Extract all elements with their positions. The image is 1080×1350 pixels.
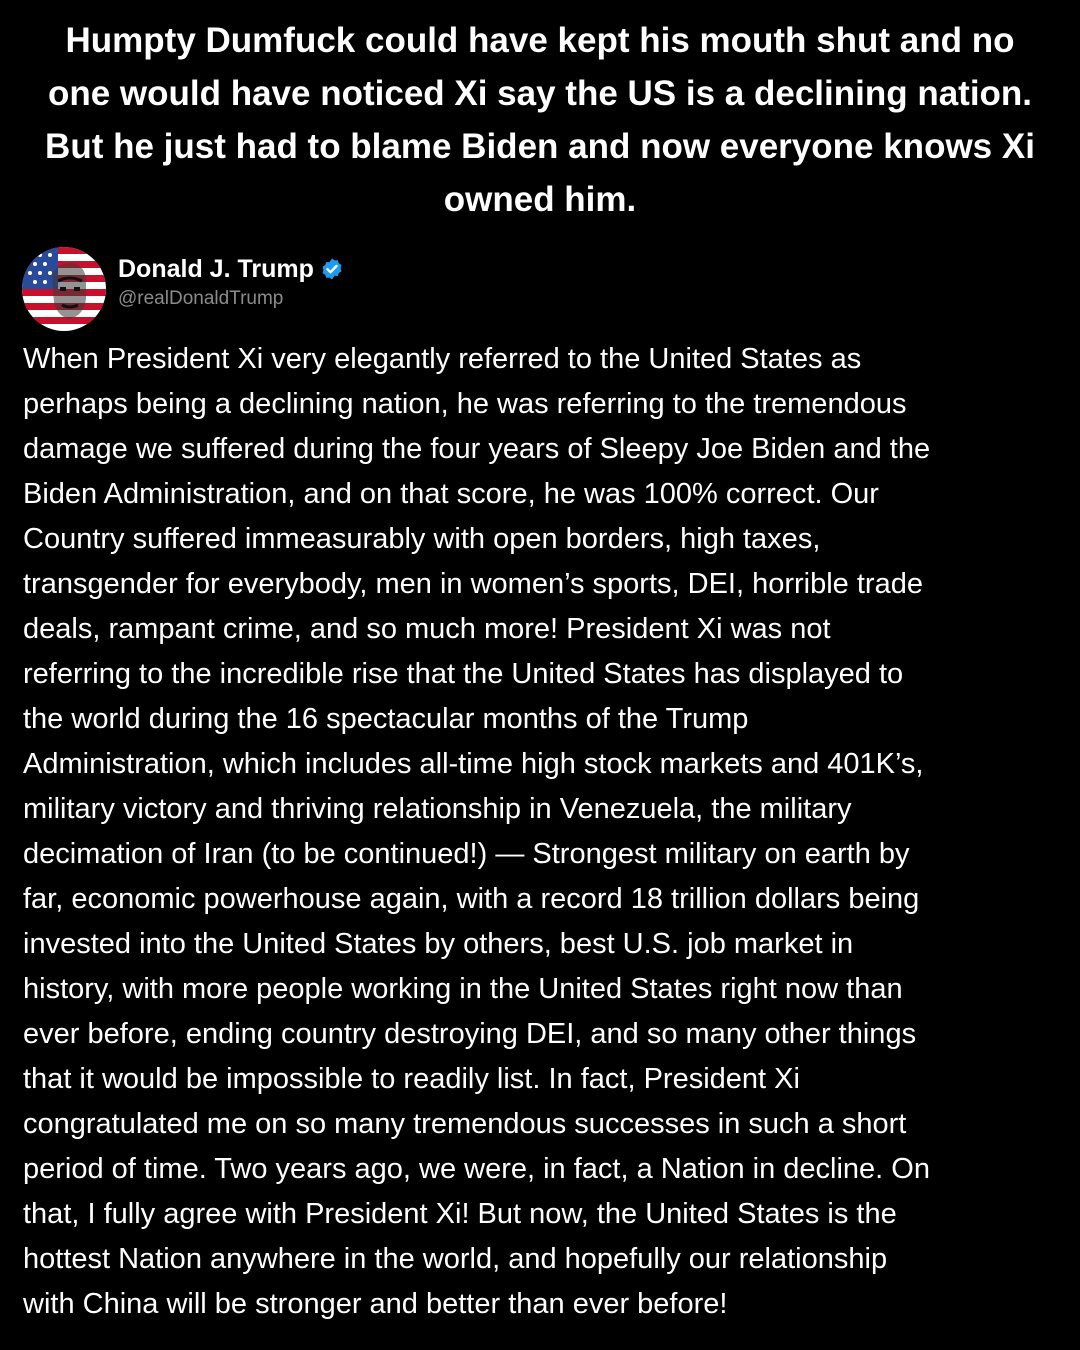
caption-headline: Humpty Dumfuck could have kept his mouth shut and no one would have noticed Xi say the US is a declining nation. But he just had to blame Biden and now everyone knows Xi owned him. bbox=[45, 21, 1035, 219]
post-body-text: When President Xi very elegantly referred to the United States as perhaps being a declining nation, he was referring to the tremendous damage we suffered during the four years of Sleepy Joe Biden and the Biden Administration, and on that score, he was 100% correct. Our Country suffered immeasurably with open borders, high taxes, transgender for everybody, men in women’s sports, DEI, horrible trade deals, rampant crime, and so much more! President Xi was not referring to the incredible rise that the United States has displayed to the world during the 16 spectacular months of the Trump Administration, which includes all-time high stock markets and 401K’s, military victory and thriving relationship in Venezuela, the military decimation of Iran (to be continued!) — Strongest military on earth by far, economic powerhouse again, with a record 18 trillion dollars being invested into the United States by others, best U.S. job market in history, with more people working in the United States right now than ever before, ending country destroying DEI, and so many other things that it would be impossible to readily list. In fact, President Xi congratulated me on so many tremendous successes in such a short period of time. Two years ago, we were, in fact, a Nation in decline. On that, I fully agree with President Xi! But now, the United States is the hottest Nation anywhere in the world, and hopefully our relationship with China will be stronger and better than ever before! bbox=[23, 343, 931, 1320]
name-row bbox=[118, 253, 344, 285]
verified-badge-icon bbox=[320, 257, 344, 281]
handle[interactable]: @realDonaldTrump bbox=[118, 288, 284, 309]
author-text bbox=[118, 253, 344, 311]
display-name[interactable]: Donald J. Trump bbox=[118, 255, 314, 283]
avatar[interactable] bbox=[22, 247, 106, 331]
post-author[interactable] bbox=[22, 246, 344, 332]
flag-portrait-avatar-icon bbox=[22, 247, 106, 331]
